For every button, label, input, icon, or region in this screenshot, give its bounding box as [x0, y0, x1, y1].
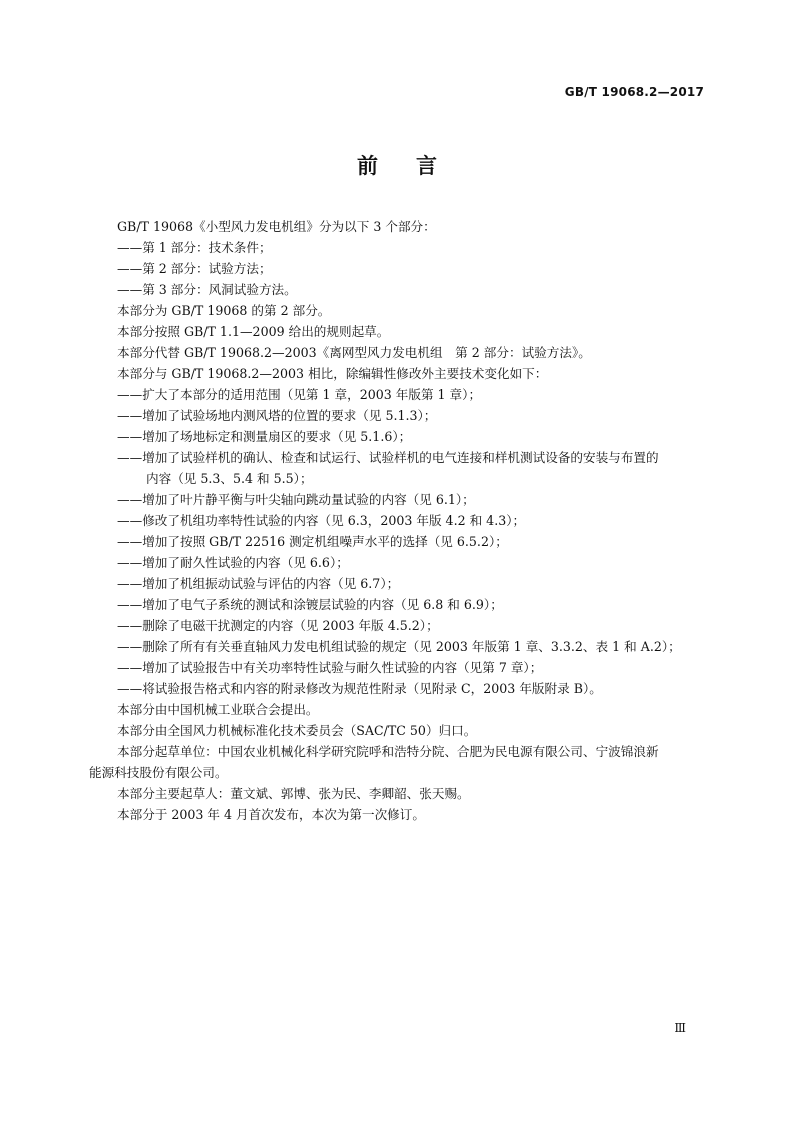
list-item: ——增加了场地标定和测量扇区的要求（见 5.1.6）； — [117, 429, 412, 444]
foreword-body — [89, 216, 709, 825]
list-item: ——将试验报告格式和内容的附录修改为规范性附录（见附录 C，2003 年版附录 B）。 — [117, 681, 602, 696]
list-item: ——第 3 部分：风洞试验方法。 — [117, 282, 297, 297]
list-item: ——增加了试验场地内测风塔的位置的要求（见 5.1.3）； — [117, 408, 437, 423]
paragraph-line: 本部分代替 GB/T 19068.2—2003《离网型风力发电机组 第 2 部分：试验方法》。 — [117, 345, 591, 360]
list-item: ——增加了试验样机的确认、检查和试运行、试验样机的电气连接和样机测试设备的安装与布置的 — [117, 450, 659, 465]
list-item: ——增加了按照 GB/T 22516 测定机组噪声水平的选择（见 6.5.2）； — [117, 534, 508, 549]
list-item: ——第 1 部分：技术条件； — [117, 240, 272, 255]
paragraph-continuation: 能源科技股份有限公司。 — [89, 765, 228, 780]
list-item: ——增加了机组振动试验与评估的内容（见 6.7）； — [117, 576, 400, 591]
paragraph-line: 本部分于 2003 年 4 月首次发布，本次为第一次修订。 — [117, 807, 425, 822]
standard-code-header: GB/T 19068.2—2017 — [564, 85, 704, 99]
list-item: ——增加了电气子系统的测试和涂镀层试验的内容（见 6.8 和 6.9）； — [117, 597, 503, 612]
list-item-continuation: 内容（见 5.3、5.4 和 5.5）； — [146, 471, 313, 486]
list-item: ——删除了电磁干扰测定的内容（见 2003 年版 4.5.2）； — [117, 618, 439, 633]
paragraph-line: 本部分由全国风力机械标准化技术委员会（SAC/TC 50）归口。 — [117, 723, 477, 738]
list-item: ——增加了试验报告中有关功率特性试验与耐久性试验的内容（见第 7 章）； — [117, 660, 543, 675]
list-item: ——扩大了本部分的适用范围（见第 1 章，2003 年版第 1 章）； — [117, 387, 482, 402]
paragraph-line: 本部分为 GB/T 19068 的第 2 部分。 — [117, 303, 331, 318]
list-item: ——增加了叶片静平衡与叶尖轴向跳动量试验的内容（见 6.1）； — [117, 492, 475, 507]
list-item: ——增加了耐久性试验的内容（见 6.6）； — [117, 555, 349, 570]
paragraph-line: GB/T 19068《小型风力发电机组》分为以下 3 个部分： — [117, 219, 436, 234]
paragraph-line: 本部分按照 GB/T 1.1—2009 给出的规则起草。 — [117, 324, 390, 339]
paragraph-line: 本部分与 GB/T 19068.2—2003 相比，除编辑性修改外主要技术变化如下： — [117, 366, 548, 381]
list-item: ——修改了机组功率特性试验的内容（见 6.3，2003 年版 4.2 和 4.3）； — [117, 513, 526, 528]
list-item: ——第 2 部分：试验方法； — [117, 261, 272, 276]
paragraph-line: 本部分起草单位：中国农业机械化科学研究院呼和浩特分院、合肥为民电源有限公司、宁波锦浪新 — [117, 744, 659, 759]
list-item: ——删除了所有有关垂直轴风力发电机组试验的规定（见 2003 年版第 1 章、3.3.2、表 1 和 A.2）； — [117, 639, 681, 654]
page-number: Ⅲ — [674, 1021, 686, 1035]
paragraph-line: 本部分主要起草人：董文斌、郭博、张为民、李卿韶、张天赐。 — [117, 786, 470, 801]
paragraph-line: 本部分由中国机械工业联合会提出。 — [117, 702, 319, 717]
page-title: 前言 — [357, 154, 475, 178]
